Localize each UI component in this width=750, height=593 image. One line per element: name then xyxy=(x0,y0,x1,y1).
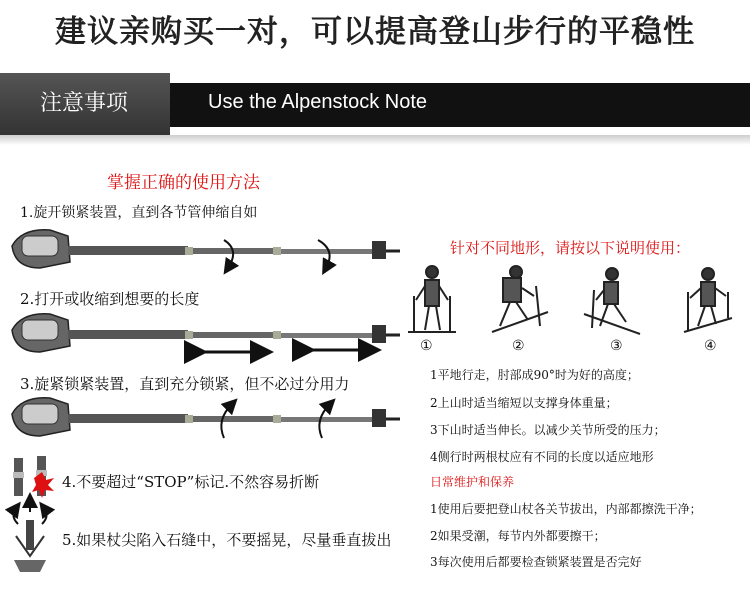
step-3: 3.旋紧锁紧装置，直到充分锁紧，但不必过分用力 xyxy=(20,375,350,393)
banner-left-label: 注意事项 xyxy=(40,91,129,116)
terrain-4: 4侧行时两根杖应有不同的长度以适应地形 xyxy=(430,450,654,464)
hiker-downhill-icon xyxy=(584,268,640,334)
hiker-uphill-icon xyxy=(492,266,548,332)
maintenance-2: 2如果受潮，每节内外都要擦干； xyxy=(430,529,606,543)
figure-label-4: ④ xyxy=(704,338,717,354)
pole-illustration-3 xyxy=(12,398,400,438)
step-5: 5.如果杖尖陷入石缝中，不要摇晃，尽量垂直拔出 xyxy=(62,531,392,549)
figure-label-2: ② xyxy=(512,338,525,354)
terrain-2: 2上山时适当缩短以支撑身体重量； xyxy=(430,396,618,410)
step-2: 2.打开或收缩到想要的长度 xyxy=(20,290,200,308)
step-1: 1.旋开锁紧装置，直到各节管伸缩自如 xyxy=(20,205,258,221)
terrain-heading: 针对不同地形，请按以下说明使用： xyxy=(450,239,691,257)
hiker-flat-icon xyxy=(408,266,456,332)
terrain-3: 3下山时适当伸长。以减少关节所受的压力； xyxy=(430,423,666,437)
maintenance-1: 1使用后要把登山杖各关节拔出，内部都擦洗干净； xyxy=(430,502,702,516)
maintenance-3: 3每次使用后都要检查锁紧装置是否完好 xyxy=(430,555,642,569)
step-4: 4.不要超过“STOP”标记.不然容易折断 xyxy=(62,473,320,491)
pull-out-icon xyxy=(13,500,46,572)
stop-mark-icon xyxy=(13,456,54,498)
banner-right-label: Use the Alpenstock Note xyxy=(208,91,428,113)
terrain-1: 1平地行走，肘部成90°时为好的高度； xyxy=(430,368,639,382)
figure-label-3: ③ xyxy=(610,338,623,354)
maintenance-heading: 日常维护和保养 xyxy=(430,475,515,489)
pole-illustration-1 xyxy=(12,230,400,268)
hiker-sideways-icon xyxy=(684,268,732,332)
usage-heading: 掌握正确的使用方法 xyxy=(107,173,260,193)
figure-label-1: ① xyxy=(420,338,433,354)
page-title: 建议亲购买一对，可以提高登山步行的平稳性 xyxy=(55,14,695,50)
pole-illustration-2 xyxy=(12,314,400,352)
